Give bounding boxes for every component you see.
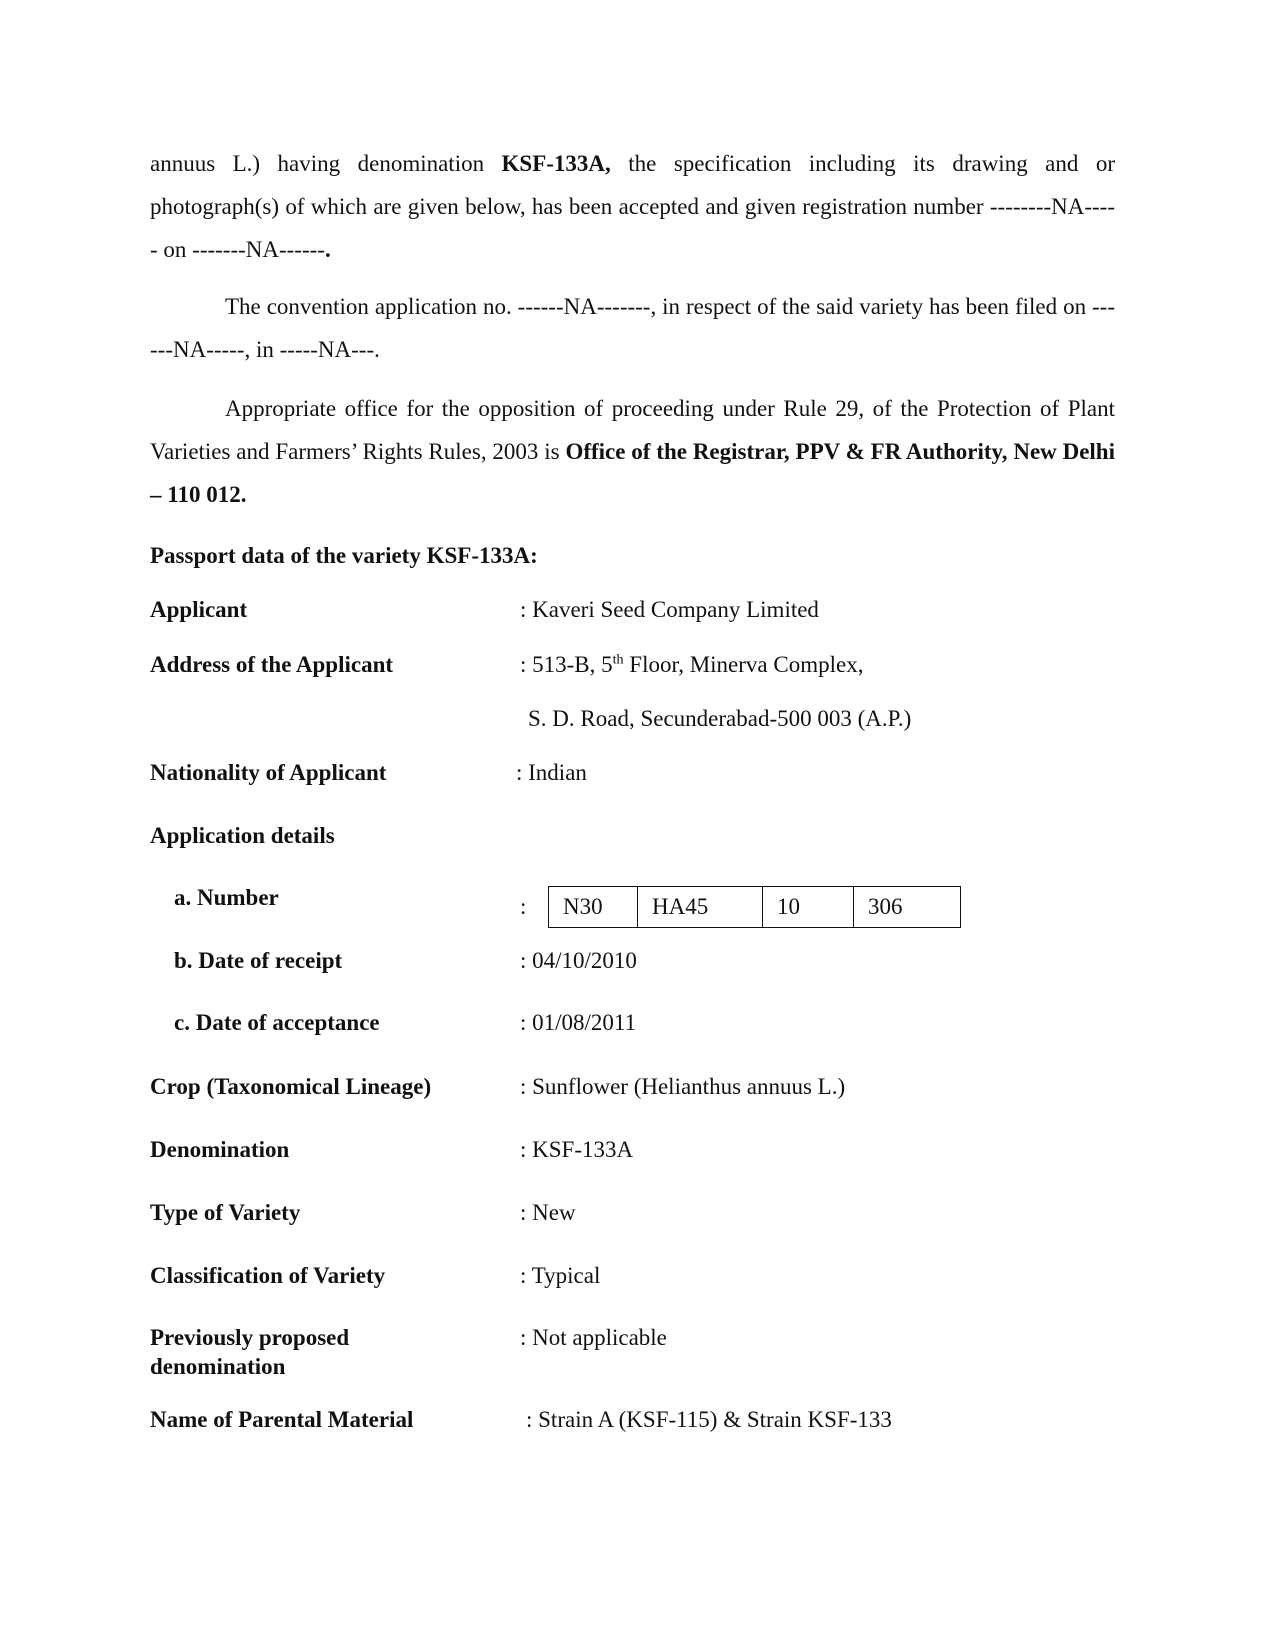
convention-paragraph: The convention application no. ------NA-------, in respect of the said variety has been filed on ------NA-----, in -----NA---. bbox=[150, 294, 1115, 362]
denomination-inline: KSF-133A, bbox=[501, 151, 611, 176]
address-number: : 513-B, 5 bbox=[520, 652, 613, 677]
opposition-text: Appropriate office for the opposition of proceeding under Rule 29, of the Protection of Plant Varieties and Farmers’ Rights Rules, 2003 is bbox=[150, 396, 1115, 464]
crop-label: Crop (Taxonomical Lineage) bbox=[150, 1074, 432, 1099]
denomination-row bbox=[150, 1137, 1150, 1167]
intro-paragraph bbox=[150, 142, 1115, 271]
passport-data-heading: Passport data of the variety KSF-133A: bbox=[150, 543, 538, 568]
nationality-label: Nationality of Applicant bbox=[150, 760, 387, 785]
receipt-value: : 04/10/2010 bbox=[520, 948, 637, 973]
receipt-row bbox=[150, 948, 1150, 978]
parental-material-value: : Strain A (KSF-115) & Strain KSF-133 bbox=[526, 1407, 892, 1432]
receipt-label: b. Date of receipt bbox=[174, 948, 343, 973]
address-row-2 bbox=[150, 706, 1150, 736]
number-label: a. Number bbox=[174, 885, 279, 910]
applicant-row bbox=[150, 597, 1150, 627]
number-cell: N30 bbox=[549, 887, 638, 928]
application-number-cells bbox=[549, 887, 961, 928]
previous-denomination-row bbox=[150, 1325, 1150, 1379]
registrar-office: Office of the Registrar, PPV & FR Authority, New Delhi – 110 012. bbox=[150, 439, 1115, 507]
application-number-table bbox=[548, 886, 961, 928]
address-label: Address of the Applicant bbox=[150, 652, 394, 677]
intro-text-start: annuus L.) having denomination bbox=[150, 151, 502, 176]
address-line-2: S. D. Road, Secunderabad-500 003 (A.P.) bbox=[528, 706, 912, 731]
denomination-value: : KSF-133A bbox=[520, 1137, 634, 1162]
acceptance-label: c. Date of acceptance bbox=[174, 1010, 380, 1035]
application-details-row bbox=[150, 823, 1150, 853]
classification-row bbox=[150, 1263, 1150, 1293]
nationality-value: : Indian bbox=[516, 760, 587, 785]
acceptance-value: : 01/08/2011 bbox=[520, 1010, 637, 1035]
address-row bbox=[150, 652, 1150, 682]
parental-material-row bbox=[150, 1407, 1150, 1437]
number-cell: 10 bbox=[763, 887, 854, 928]
application-details-heading: Application details bbox=[150, 823, 335, 848]
nationality-row bbox=[150, 760, 1150, 790]
denomination-label: Denomination bbox=[150, 1137, 290, 1162]
number-colon: : bbox=[520, 894, 527, 919]
parental-material-label: Name of Parental Material bbox=[150, 1407, 414, 1432]
previous-denomination-label: Previously proposed denomination bbox=[150, 1325, 350, 1379]
crop-row bbox=[150, 1074, 1150, 1104]
classification-value: : Typical bbox=[520, 1263, 601, 1288]
address-floor: Floor, Minerva Complex, bbox=[623, 652, 864, 677]
number-cell: HA45 bbox=[638, 887, 763, 928]
number-cell: 306 bbox=[854, 887, 961, 928]
type-of-variety-value: : New bbox=[520, 1200, 576, 1225]
applicant-value: : Kaveri Seed Company Limited bbox=[520, 597, 819, 622]
address-line-1 bbox=[520, 652, 863, 678]
opposition-office-paragraph bbox=[150, 387, 1115, 516]
previous-denomination-value: : Not applicable bbox=[520, 1325, 667, 1350]
type-of-variety-row bbox=[150, 1200, 1150, 1230]
classification-label: Classification of Variety bbox=[150, 1263, 386, 1288]
applicant-label: Applicant bbox=[150, 597, 248, 622]
crop-value: : Sunflower (Helianthus annuus L.) bbox=[520, 1074, 846, 1099]
intro-text-rest: the specification including its drawing and or photograph(s) of which are given below, has been accepted and given registration number --------NA----- on -------NA------ bbox=[150, 151, 1115, 262]
acceptance-row bbox=[150, 1010, 1150, 1040]
intro-text-end: . bbox=[324, 237, 331, 262]
floor-ordinal: th bbox=[612, 652, 624, 668]
type-of-variety-label: Type of Variety bbox=[150, 1200, 301, 1225]
